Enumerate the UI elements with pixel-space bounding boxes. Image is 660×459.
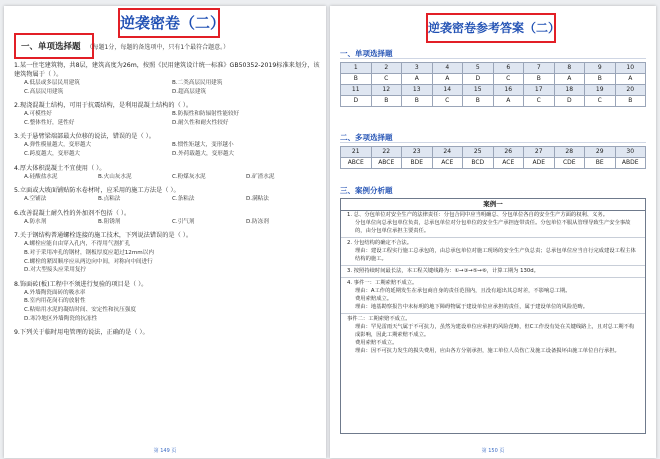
option-row [14, 218, 320, 227]
case-answer-line: 分包单位向总承包单位负责，总承包单位对分包单位的安全生产承担连带责任。分包单位不服从管理导致生产安全事故的，由分包单位承担主要责任。 [355, 220, 631, 234]
answer-cell: A [493, 96, 524, 107]
answer-option: D.防冻剂 [246, 218, 269, 225]
case-analysis-box [340, 198, 646, 434]
question-number-cell: 23 [402, 147, 433, 158]
question-number-cell: 14 [432, 85, 463, 96]
question-number-cell: 19 [585, 85, 616, 96]
section-divider [340, 58, 646, 59]
answer-option: C.跨度越大，变形越大 [24, 150, 81, 157]
answer-option: B.火山灰水泥 [98, 173, 132, 180]
question-item [14, 61, 320, 96]
number-row [341, 147, 646, 158]
option-row [14, 195, 320, 204]
question-stem: 9.下列关于临时用电管理的说法，正确的是（ ）。 [14, 329, 149, 337]
option-row [14, 173, 320, 182]
answer-cell: ACE [493, 158, 524, 169]
answer-option: B.阻锈剂 [98, 218, 121, 225]
answer-cell: C [371, 74, 402, 85]
page-number: 第 150 页 [481, 448, 505, 454]
question-stem: 7.关于钢结构普通螺栓连接的施工技术，下列说法错误的是（ ）。 [14, 232, 193, 240]
answer-option: C.粘贴用水泥的凝结时间、安定性和抗压强度 [24, 306, 136, 313]
case-answer-line: 事件二：工期索赔不成立。 [341, 313, 645, 323]
question-number-cell: 30 [615, 147, 646, 158]
answer-cell: ACE [432, 158, 463, 169]
answer-option: C.整体性好，延性好 [24, 119, 75, 126]
number-row [341, 63, 646, 74]
answer-option: D.耐久性和耐火性较好 [172, 119, 229, 126]
answer-cell: B [463, 96, 494, 107]
question-item [14, 132, 320, 158]
exam-page-left [4, 6, 326, 458]
answer-option: B.室内用花岗石的放射性 [24, 298, 86, 305]
option-row [14, 315, 320, 324]
question-item [14, 231, 320, 274]
question-number-cell: 26 [493, 147, 524, 158]
option-row [14, 141, 320, 150]
answer-option: A.低层或多层民用建筑 [24, 80, 80, 86]
case-answer-line: 理由：建设工程实行施工总承包的，由总承包单位对施工现场的安全生产负总责；总承包单位应当自行完成建设工程主体结构的施工。 [355, 248, 636, 262]
section1-note: （每题1分，每题的备选项中，只有1个最符合题意。） [86, 44, 230, 51]
answer-row [341, 96, 646, 107]
answer-option: D.超高层建筑 [172, 88, 207, 95]
question-number-cell: 21 [341, 147, 372, 158]
option-row [14, 297, 320, 306]
answer-cell: A [402, 74, 433, 85]
answer-option: A.弹性模量越大，变形越大 [24, 142, 92, 149]
page-number: 第 149 页 [153, 448, 177, 454]
answer-cell: ABDE [615, 158, 646, 169]
single-choice-answer-table [340, 62, 646, 107]
answer-cell: A [432, 74, 463, 85]
option-row [14, 306, 320, 315]
question-item [14, 164, 320, 182]
answer-option: D.对大型接头应采用复拧 [24, 267, 87, 274]
case-answer-line: 费用索赔成立。 [355, 296, 393, 302]
answer-cell: B [524, 74, 555, 85]
answer-section3-title: 三、案例分析题 [340, 186, 393, 195]
option-row [14, 110, 320, 119]
exam-title: 逆袭密卷（二） [118, 8, 220, 38]
answer-cell: C [585, 96, 616, 107]
case-answer-line: 4. 事件一：工期索赔不成立。 [341, 277, 645, 287]
question-item [14, 328, 320, 337]
answer-option: C.螺栓的紧固顺序应从两边向中间，对称向中间进行 [24, 258, 153, 265]
case-title: 案例一 [341, 199, 645, 211]
answer-option: B.对于采用冲孔的钢材，钢板厚度应超过12mm以内 [24, 249, 154, 256]
question-number-cell: 5 [463, 63, 494, 74]
question-number-cell: 27 [524, 147, 555, 158]
answer-section1-title: 一、单项选择题 [340, 49, 393, 58]
question-number-cell: 6 [493, 63, 524, 74]
answer-cell: B [371, 96, 402, 107]
option-row [14, 266, 320, 275]
answer-cell: C [432, 96, 463, 107]
question-number-cell: 2 [371, 63, 402, 74]
question-number-cell: 28 [554, 147, 585, 158]
answer-cell: B [585, 74, 616, 85]
answer-cell: BDE [402, 158, 433, 169]
question-stem: 1.某一住宅建筑物，共8层，建筑高度为26m，按照《民用建筑设计统一标准》GB50352-2019标准来划分，该建筑物属于（ ）。 [14, 62, 320, 78]
answer-option: D.外荷载越大，变形越大 [172, 150, 235, 157]
answer-page-right [330, 6, 656, 458]
answer-cell: ADE [524, 158, 555, 169]
answer-cell: D [463, 74, 494, 85]
question-number-cell: 18 [554, 85, 585, 96]
option-row [14, 150, 320, 159]
answer-option: A.防水剂 [24, 218, 47, 225]
option-row [14, 88, 320, 97]
case-answer-line: 理由：罕见雷雨天气属于不可抗力，虽然为建设单位应承担的风险范畴，但C工作没有处在关键线路上，且对总工期不构成影响，因此工期索赔不成立。 [355, 324, 635, 338]
option-row [14, 240, 320, 249]
question-number-cell: 9 [585, 63, 616, 74]
question-number-cell: 12 [371, 85, 402, 96]
answer-cell: D [554, 96, 585, 107]
answer-option: A.螺栓应能自由穿入孔内，不得用气割扩孔 [24, 241, 131, 248]
answer-option: A.空铺法 [24, 196, 47, 203]
section1-title: 一、单项选择题 [21, 42, 81, 52]
case-answer-line: 理由：地基勘察报告中未标明的地下障碍物属于建设单位应承担的责任，属于建设单位的风险范畴。 [355, 304, 589, 310]
answer-cell: B [402, 96, 433, 107]
option-row [14, 249, 320, 258]
answer-option: B.防振性和防辐射性能较好 [172, 111, 240, 118]
answer-section2-title: 二、多项选择题 [340, 133, 393, 142]
question-number-cell: 1 [341, 63, 372, 74]
answer-option: C.条粘法 [172, 196, 195, 203]
answer-option: B.二类高层民用建筑 [172, 80, 223, 86]
question-number-cell: 22 [371, 147, 402, 158]
answer-option: D.矿渣水泥 [246, 173, 275, 180]
question-number-cell: 10 [615, 63, 646, 74]
section-divider [340, 142, 646, 143]
answer-row [341, 74, 646, 85]
case-answer-line: 理由：A工作的延期发生在承包商自身的责任范围内，且没有超出其总时差，不影响总工期。 [355, 288, 571, 294]
question-stem: 4.厚大体积混凝土不宜使用（ ）。 [14, 164, 106, 172]
question-number-cell: 11 [341, 85, 372, 96]
answer-cell: B [341, 74, 372, 85]
question-number-cell: 29 [585, 147, 616, 158]
case-answer-line: 2. 分包结构的确定不合法。 [341, 237, 645, 247]
question-item [14, 209, 320, 227]
answer-option: A.可模性好 [24, 111, 52, 118]
question-number-cell: 20 [615, 85, 646, 96]
answer-cell: A [615, 74, 646, 85]
answer-cell: ABCE [371, 158, 402, 169]
answer-cell: CDE [554, 158, 585, 169]
multi-choice-answer-table [340, 146, 646, 169]
question-number-cell: 13 [402, 85, 433, 96]
answer-cell: BE [585, 158, 616, 169]
question-number-cell: 17 [524, 85, 555, 96]
answer-option: C.高层民用建筑 [24, 88, 64, 95]
answer-cell: ABCE [341, 158, 372, 169]
option-row [14, 79, 320, 88]
option-row [14, 289, 320, 298]
answer-option: D.寒冷地区外墙陶瓷的抗冻性 [24, 315, 98, 322]
section1-heading [21, 40, 229, 52]
answer-option: B.点粘法 [98, 196, 121, 203]
question-stem: 2.现浇混凝土结构，可用于抗震结构，是利用混凝土结构的（ ）。 [14, 102, 193, 110]
question-stem: 6.改善混凝土耐久性的外加剂不包括（ ）。 [14, 209, 131, 217]
option-row [14, 119, 320, 128]
question-number-cell: 16 [493, 85, 524, 96]
case-answer-line: 费用索赔不成立。 [355, 340, 398, 346]
answer-row [341, 158, 646, 169]
answer-option: B.惯性矩越大，变形越小 [172, 142, 234, 149]
number-row [341, 85, 646, 96]
answer-option: A.硅酸盐水泥 [24, 173, 58, 180]
answer-cell: D [341, 96, 372, 107]
question-number-cell: 4 [432, 63, 463, 74]
answer-option: C.粉煤灰水泥 [172, 173, 206, 180]
answer-cell: BCD [463, 158, 494, 169]
question-number-cell: 7 [524, 63, 555, 74]
answer-option: D.满粘法 [246, 196, 269, 203]
answer-cell: C [493, 74, 524, 85]
case-answer-line: 理由：因不可抗力发生的损失费用，应由各方分别承担，施工单位人员伤亡及施工设备损坏由施工单位自行承担。 [355, 348, 620, 354]
answer-cell: C [524, 96, 555, 107]
answer-option: A.外墙陶瓷面砖的吸水率 [24, 289, 86, 296]
question-number-cell: 25 [463, 147, 494, 158]
case-body [341, 211, 645, 355]
answer-title: 逆袭密卷参考答案（二） [426, 13, 556, 43]
question-stem: 8.饰面砖(板)工程中不须进行复验的项目是（ ）。 [14, 280, 148, 288]
answer-cell: A [554, 74, 585, 85]
question-stem: 5.立面或大坡面铺贴防水卷材时，应采用的施工方法是（ ）。 [14, 187, 180, 195]
question-list [14, 61, 320, 342]
question-number-cell: 15 [463, 85, 494, 96]
answer-cell: B [615, 96, 646, 107]
question-number-cell: 24 [432, 147, 463, 158]
answer-option: C.引气剂 [172, 218, 195, 225]
question-item [14, 186, 320, 204]
question-number-cell: 8 [554, 63, 585, 74]
question-stem: 3.关于悬臂梁端部最大位移的说法，错误的是（ ）。 [14, 133, 155, 141]
question-number-cell: 3 [402, 63, 433, 74]
question-item [14, 280, 320, 323]
question-item [14, 101, 320, 127]
case-answer-line: 1. 总、分包单位对安全生产的法律责任：分包合同中应当明确总、分包单位各自的安全生产方面的权利、义务。 [347, 212, 608, 218]
option-row [14, 258, 320, 267]
case-answer-line: 3. 按照持续时间最长法，本工程关键线路为：①→③→⑤→⑥，计算工期为 130d。 [341, 265, 645, 275]
